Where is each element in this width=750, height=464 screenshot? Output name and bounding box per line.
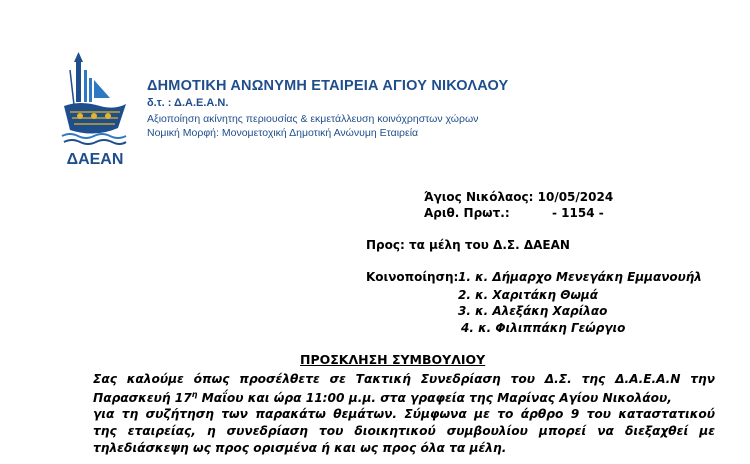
cc-item: 2. κ. Χαριτάκη Θωμά (458, 288, 598, 302)
invitation-title: ΠΡΟΣΚΛΗΣΗ ΣΥΜΒΟΥΛΙΟΥ (300, 352, 486, 367)
body-line-2-start: Παρασκευή 17 (93, 391, 192, 406)
logo-text: ΔΑΕΑΝ (66, 151, 124, 168)
organization-legal-form: Νομική Μορφή: Μονομετοχική Δημοτική Ανώνυμη Εταιρεία (147, 127, 419, 139)
organization-abbreviation: δ.τ. : Δ.Α.Ε.Α.Ν. (147, 97, 229, 109)
body-line-1: Σας καλούμε όπως προσέλθετε σε Τακτική Συνεδρίαση του Δ.Σ. της Δ.Α.Ε.Α.Ν την (93, 372, 715, 386)
document-date: 10/05/2024 (537, 190, 614, 204)
place-date-label: Άγιος Νικόλαος: (424, 190, 534, 204)
body-line-5: τηλεδιάσκεψη ως προς ορισμένα ή και ως προς όλα τα μέλη. (93, 441, 507, 455)
protocol-line (424, 206, 510, 220)
body-line-3: για τη συζήτηση των παρακάτω θεμάτων. Σύμφωνα με το άρθρο 9 του καταστατικού (93, 407, 715, 421)
cc-item: 3. κ. Αλεξάκη Χαρίλαο (458, 304, 608, 318)
body-line-2-sup: η (191, 390, 198, 399)
organization-purpose: Αξιοποίηση ακίνητης περιουσίας & εκμετάλλευση κοινόχρηστων χώρων (147, 113, 479, 125)
body-line-2-end: Μαΐου και ώρα 11:00 μ.μ. στα γραφεία της Μαρίνας Αγίου Νικολάου, (197, 391, 672, 406)
place-date-line (424, 190, 613, 204)
body-line-4: της εταιρείας, η συνεδρίαση του διοικητικού συμβουλίου μπορεί να διεξαχθεί με (93, 424, 715, 438)
cc-label: Κοινοποίηση: (366, 270, 459, 284)
organization-name: ΔΗΜΟΤΙΚΗ ΑΝΩΝΥΜΗ ΕΤΑΙΡΕΙΑ ΑΓΙΟΥ ΝΙΚΟΛΑΟΥ (147, 78, 509, 94)
recipients-to: Προς: τα μέλη του Δ.Σ. ΔΑΕΑΝ (366, 238, 570, 252)
cc-item: 1. κ. Δήμαρχο Μενεγάκη Εμμανουήλ (458, 270, 702, 284)
cc-item: 4. κ. Φιλιππάκη Γεώργιο (461, 321, 626, 335)
protocol-number: - 1154 - (552, 206, 604, 220)
protocol-label: Αριθ. Πρωτ.: (424, 206, 510, 220)
daean-logo (60, 50, 130, 168)
body-line-2 (93, 390, 715, 405)
